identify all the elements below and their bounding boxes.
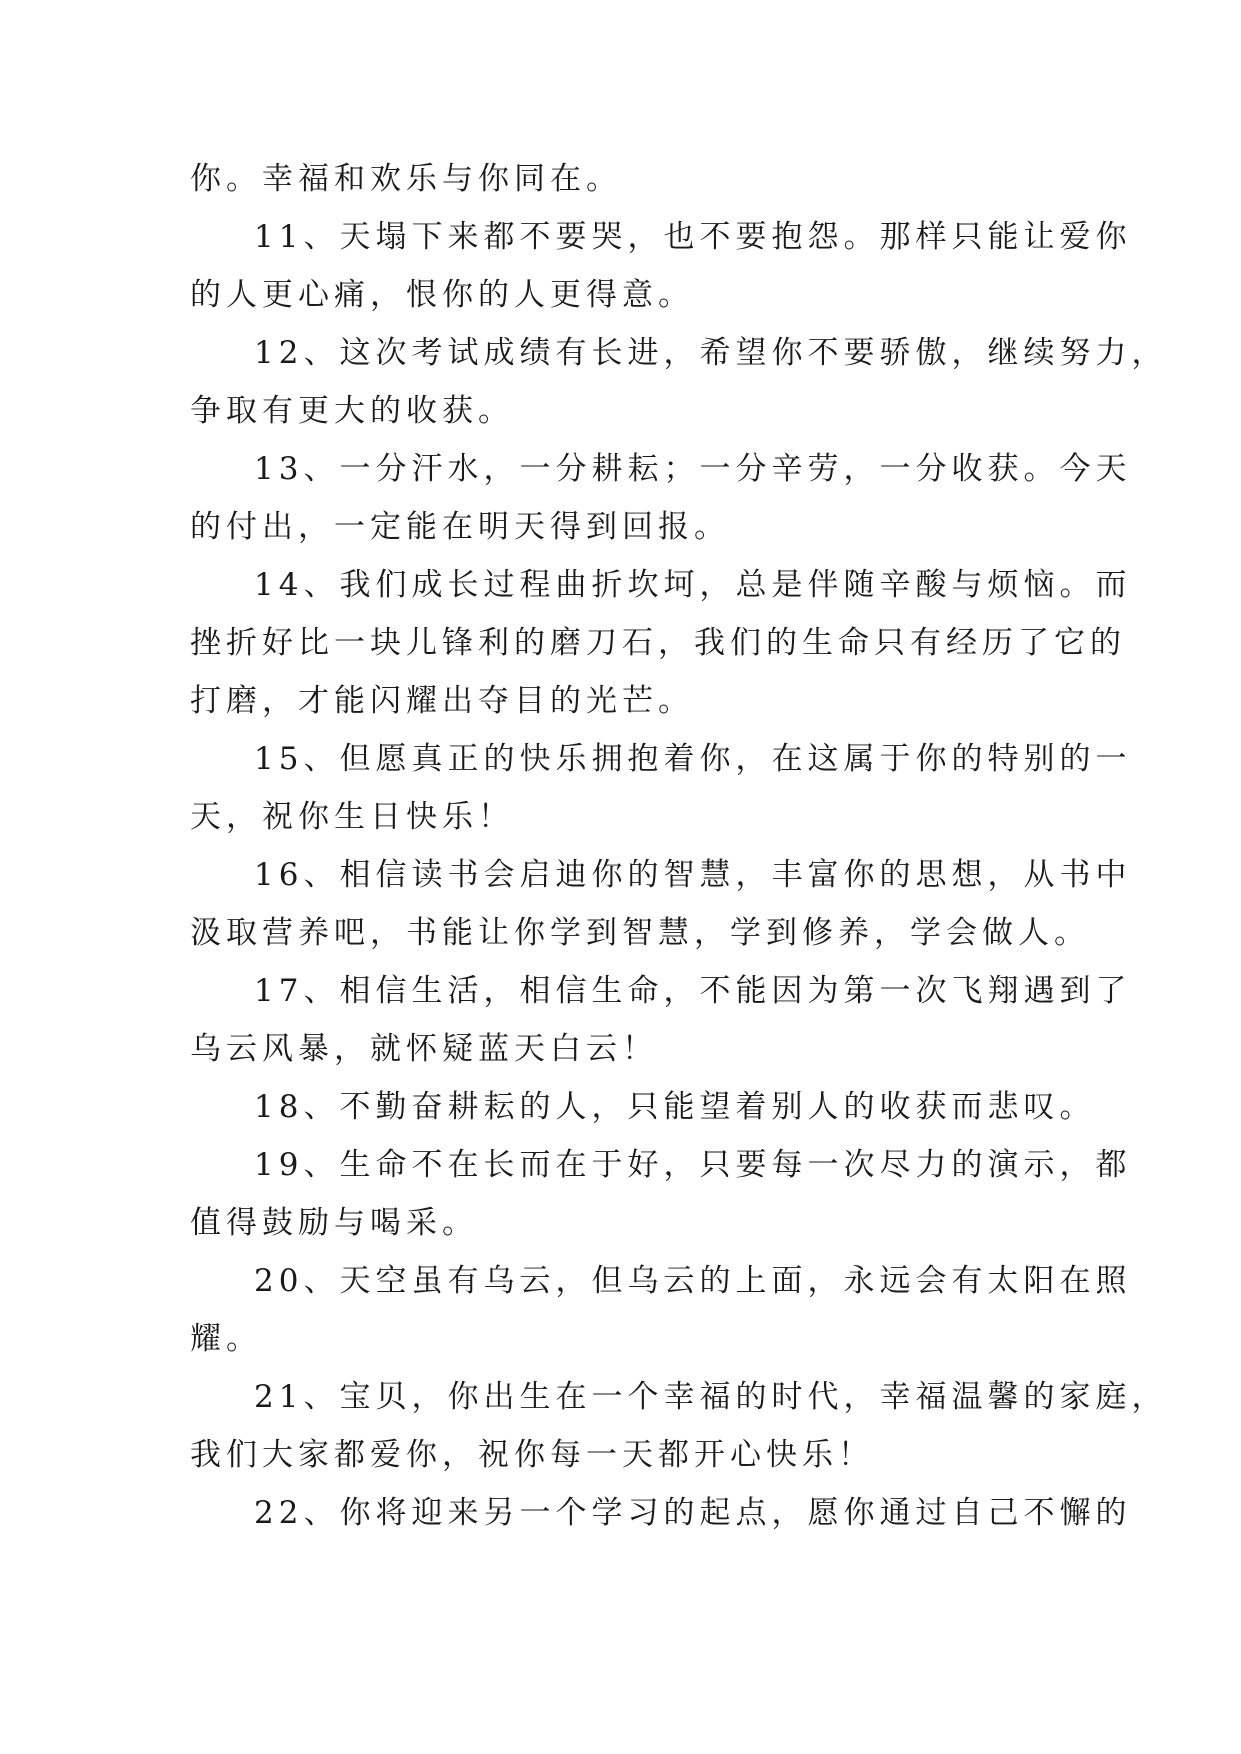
text-line: 打磨，才能闪耀出夺目的光芒。 bbox=[190, 683, 694, 719]
text-line: 挫折好比一块儿锋利的磨刀石，我们的生命只有经历了它的 bbox=[190, 625, 1126, 661]
paragraph-14 bbox=[190, 556, 1132, 730]
text-line: 13、一分汗水，一分耕耘；一分辛劳，一分收获。今天 bbox=[254, 451, 1132, 487]
text-line: 乌云风暴，就怀疑蓝天白云！ bbox=[190, 1031, 658, 1067]
text-line: 19、生命不在长而在于好，只要每一次尽力的演示，都 bbox=[254, 1147, 1132, 1183]
text-line: 12、这次考试成绩有长进，希望你不要骄傲，继续努力， bbox=[254, 335, 1168, 371]
text-line: 值得鼓励与喝采。 bbox=[190, 1205, 478, 1241]
text-line: 15、但愿真正的快乐拥抱着你，在这属于你的特别的一 bbox=[254, 741, 1132, 777]
text-line: 11、天塌下来都不要哭，也不要抱怨。那样只能让爱你 bbox=[254, 219, 1132, 255]
paragraph-20 bbox=[190, 1252, 1132, 1368]
paragraph-11 bbox=[190, 208, 1132, 324]
paragraph-22 bbox=[190, 1484, 1132, 1542]
paragraph-continuation bbox=[190, 150, 1050, 208]
text-line: 汲取营养吧，书能让你学到智慧，学到修养，学会做人。 bbox=[190, 915, 1090, 951]
paragraph-13 bbox=[190, 440, 1132, 556]
text-line: 耀。 bbox=[190, 1321, 262, 1357]
document-page bbox=[190, 150, 1168, 1542]
text-line: 18、不勤奋耕耘的人，只能望着别人的收获而悲叹。 bbox=[254, 1089, 1096, 1125]
paragraph-16 bbox=[190, 846, 1132, 962]
text-line: 争取有更大的收获。 bbox=[190, 393, 514, 429]
paragraph-17 bbox=[190, 962, 1132, 1078]
paragraph-18 bbox=[190, 1078, 1096, 1136]
paragraph-12 bbox=[190, 324, 1168, 440]
text-line: 21、宝贝，你出生在一个幸福的时代，幸福温馨的家庭， bbox=[254, 1379, 1168, 1415]
text-line: 天，祝你生日快乐！ bbox=[190, 799, 514, 835]
text-line: 16、相信读书会启迪你的智慧，丰富你的思想，从书中 bbox=[254, 857, 1132, 893]
paragraph-19 bbox=[190, 1136, 1132, 1252]
text-line: 你。幸福和欢乐与你同在。 bbox=[190, 161, 622, 197]
text-line: 的付出，一定能在明天得到回报。 bbox=[190, 509, 730, 545]
text-line: 的人更心痛，恨你的人更得意。 bbox=[190, 277, 694, 313]
text-line: 22、你将迎来另一个学习的起点，愿你通过自己不懈的 bbox=[254, 1495, 1132, 1531]
paragraph-21 bbox=[190, 1368, 1168, 1484]
text-line: 14、我们成长过程曲折坎坷，总是伴随辛酸与烦恼。而 bbox=[254, 567, 1132, 603]
text-line: 17、相信生活，相信生命，不能因为第一次飞翔遇到了 bbox=[254, 973, 1132, 1009]
text-line: 我们大家都爱你，祝你每一天都开心快乐！ bbox=[190, 1437, 874, 1473]
text-line: 20、天空虽有乌云，但乌云的上面，永远会有太阳在照 bbox=[254, 1263, 1132, 1299]
paragraph-15 bbox=[190, 730, 1132, 846]
